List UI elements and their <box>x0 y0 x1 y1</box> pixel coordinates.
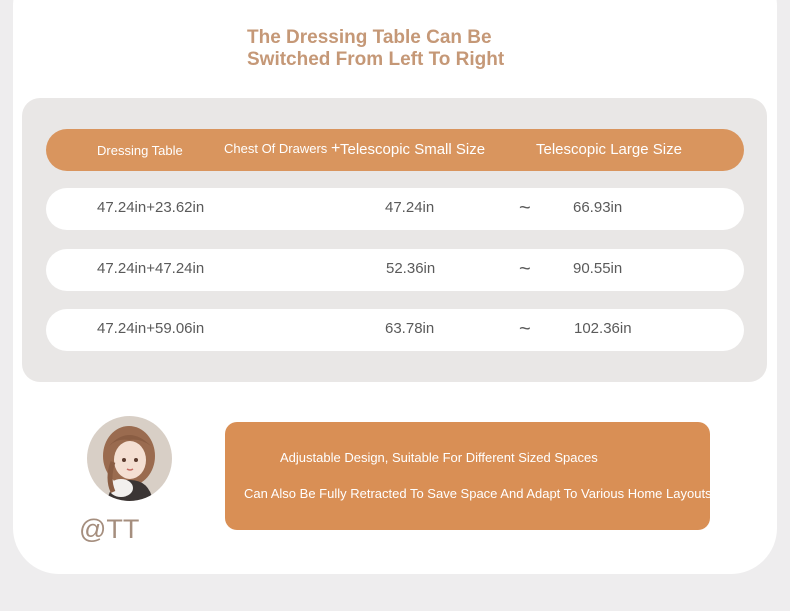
row-combo: 47.24in+47.24in <box>97 260 205 277</box>
row-combo: 47.24in+23.62in <box>97 199 205 216</box>
table-row <box>46 309 744 351</box>
header-plus: + <box>330 140 341 157</box>
headline <box>247 27 567 71</box>
row-combo: 47.24in+59.06in <box>97 320 205 337</box>
avatar-illustration <box>87 416 172 501</box>
row-small-size: 52.36in <box>386 260 436 277</box>
header-chest-label: Chest Of Drawers <box>224 141 328 156</box>
note-line-1: Adjustable Design, Suitable For Different Sized Spaces <box>280 450 598 465</box>
headline-line-1: The Dressing Table Can Be <box>247 27 492 48</box>
row-large-size: 102.36in <box>574 320 632 337</box>
feature-note <box>225 422 710 530</box>
row-separator: ~ <box>519 197 531 219</box>
table-row <box>46 249 744 291</box>
header-dressing-table: Dressing Table <box>97 143 183 158</box>
note-line-2: Can Also Be Fully Retracted To Save Space And Adapt To Various Home Layouts <box>244 486 712 501</box>
header-small-size: Telescopic Small Size <box>340 141 486 158</box>
row-separator: ~ <box>519 318 531 340</box>
header-chest-of-drawers <box>224 140 340 158</box>
size-table-header <box>46 129 744 171</box>
row-small-size: 47.24in <box>385 199 435 216</box>
table-row <box>46 188 744 230</box>
header-large-size: Telescopic Large Size <box>536 141 682 158</box>
row-small-size: 63.78in <box>385 320 435 337</box>
row-large-size: 90.55in <box>573 260 623 277</box>
row-large-size: 66.93in <box>573 199 623 216</box>
user-handle: @TT <box>79 514 140 544</box>
headline-line-2: Switched From Left To Right <box>247 49 505 70</box>
avatar <box>87 416 172 501</box>
row-separator: ~ <box>519 258 531 280</box>
